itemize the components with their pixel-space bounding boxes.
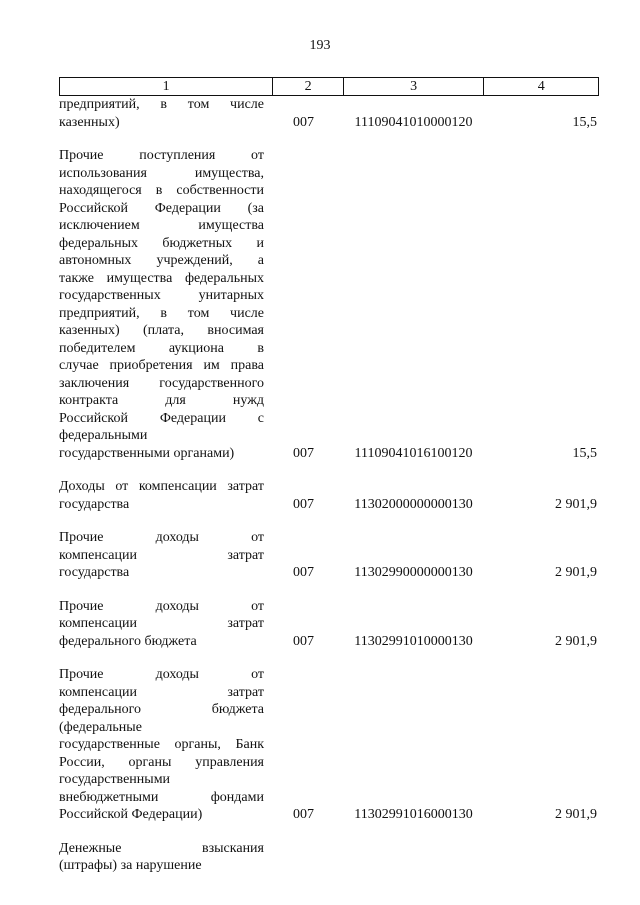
description-line: Прочие доходы от [59, 598, 264, 614]
row-description [59, 529, 264, 582]
row-classification-code: 11109041016100120 [354, 445, 473, 461]
description-line: государственными органами) [59, 445, 235, 461]
table-header-row [59, 77, 599, 96]
description-line: государственные органы, Банк [59, 737, 264, 752]
row-classification-code: 11302990000000130 [354, 565, 473, 580]
column-header-4: 4 [483, 78, 598, 95]
description-line: автономных учреждений, а [59, 253, 264, 268]
row-classification-code: 11302991010000130 [354, 633, 473, 649]
description-line: предприятий, в том числе [59, 305, 264, 321]
row-admin-code: 007 [293, 496, 314, 512]
table-row [59, 666, 599, 824]
description-line: Прочие доходы от [59, 530, 264, 545]
row-classification-code: 11302000000000130 [354, 496, 473, 512]
row-amount: 2 901,9 [555, 633, 597, 649]
row-admin-code: 007 [293, 807, 314, 822]
description-line: Денежные взыскания [59, 840, 264, 856]
description-line: (штрафы) за нарушение [59, 858, 202, 873]
description-line: России, органы управления [59, 754, 264, 770]
revenue-table [59, 77, 599, 875]
row-amount: 2 901,9 [555, 496, 597, 512]
row-classification-code: 11302991016000130 [354, 807, 473, 822]
description-line: победителем аукциона в [59, 340, 264, 356]
row-amount: 15,5 [572, 114, 597, 130]
description-line: использования имущества, [59, 165, 264, 181]
description-line: казенных) [59, 114, 120, 130]
description-line: федерального бюджета [59, 633, 197, 649]
description-line: государства [59, 565, 130, 580]
row-admin-code: 007 [293, 445, 314, 461]
description-line: Доходы от компенсации затрат [59, 479, 264, 494]
description-line: исключением имущества [59, 218, 264, 233]
description-line: Российской Федерации) [59, 807, 203, 822]
row-amount: 2 901,9 [555, 807, 597, 822]
table-row [59, 96, 599, 131]
description-line: компенсации затрат [59, 616, 264, 631]
description-line: компенсации затрат [59, 547, 264, 563]
row-admin-code: 007 [293, 633, 314, 649]
description-line: компенсации затрат [59, 684, 264, 700]
description-line: Прочие поступления от [59, 148, 264, 163]
description-line: Прочие доходы от [59, 667, 264, 682]
table-row [59, 478, 599, 513]
row-description [59, 840, 264, 875]
column-header-1: 1 [162, 79, 170, 94]
description-line: федеральных бюджетных и [59, 235, 264, 251]
description-line: (федеральные [59, 719, 142, 735]
table-row [59, 147, 599, 462]
row-description [59, 598, 264, 651]
description-line: федеральными [59, 428, 148, 443]
table-row [59, 840, 599, 875]
description-line: также имущества федеральных [59, 270, 264, 286]
description-line: Российской Федерации с [59, 410, 264, 426]
description-line: внебюджетными фондами [59, 789, 264, 805]
row-admin-code: 007 [293, 114, 314, 130]
description-line: государства [59, 496, 130, 512]
table-body [59, 96, 599, 875]
description-line: федерального бюджета [59, 702, 264, 717]
column-header-2: 2 [272, 78, 343, 95]
row-admin-code: 007 [293, 565, 314, 580]
description-line: Российской Федерации (за [59, 200, 264, 216]
column-header-3: 3 [343, 78, 483, 95]
row-description [59, 666, 264, 824]
description-line: государственных унитарных [59, 288, 264, 303]
description-line: случае приобретения им права [59, 358, 264, 373]
table-row [59, 598, 599, 651]
table-row [59, 529, 599, 582]
description-line: находящегося в собственности [59, 183, 264, 198]
row-description [59, 96, 264, 131]
page-number: 193 [309, 38, 331, 53]
row-description [59, 147, 264, 462]
description-line: предприятий, в том числе [59, 97, 264, 112]
row-description [59, 478, 264, 513]
row-amount: 2 901,9 [555, 565, 597, 580]
description-line: заключения государственного [59, 375, 264, 391]
description-line: казенных) (плата, вносимая [59, 323, 264, 338]
description-line: контракта для нужд [59, 393, 264, 408]
row-amount: 15,5 [572, 445, 597, 461]
row-classification-code: 11109041010000120 [354, 114, 473, 130]
description-line: государственными [59, 772, 171, 787]
